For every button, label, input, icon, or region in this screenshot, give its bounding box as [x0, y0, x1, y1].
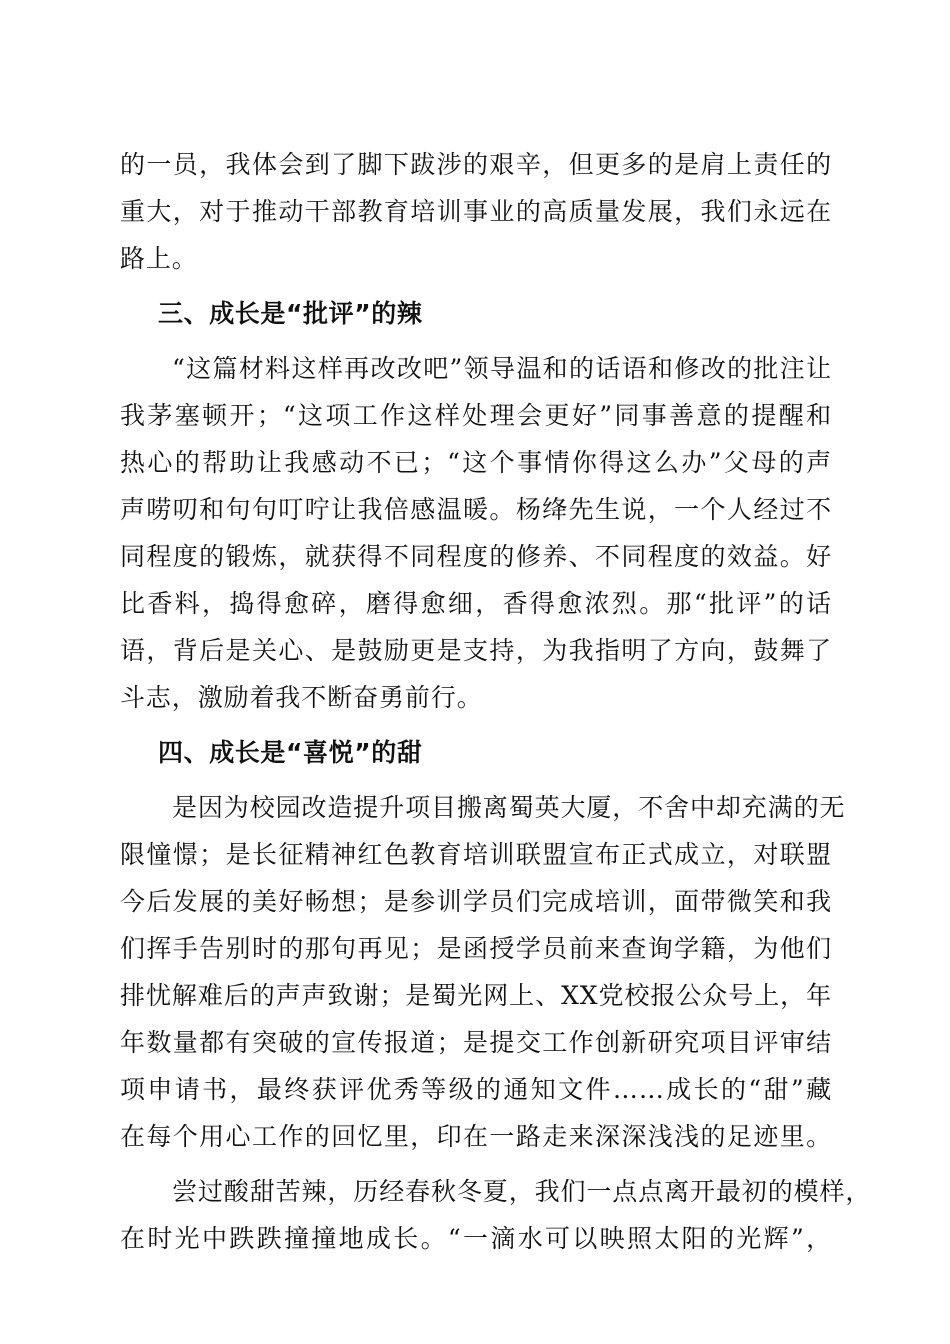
- paragraph-line: 年数量都有突破的宣传报道；是提交工作创新研究项目评审结: [120, 1028, 832, 1057]
- paragraph-line: 排忧解难后的声声致谢；是蜀光网上、XX党校报公众号上，年: [120, 981, 832, 1010]
- paragraph-line: 在每个用心工作的回忆里，印在一路走来深深浅浅的足迹里。: [120, 1122, 832, 1151]
- paragraph-line: 今后发展的美好畅想；是参训学员们完成培训，面带微笑和我: [120, 887, 832, 916]
- section-heading-3: 三、成长是“批评”的辣: [158, 299, 423, 328]
- paragraph-line: 的一员，我体会到了脚下跋涉的艰辛，但更多的是肩上责任的: [120, 150, 832, 179]
- paragraph-line: 我茅塞顿开；“这项工作这样处理会更好”同事善意的提醒和: [120, 401, 832, 430]
- paragraph-line: 重大，对于推动干部教育培训事业的高质量发展，我们永远在: [120, 197, 832, 226]
- document-body: [120, 141, 872, 1262]
- paragraph-line: 热心的帮助让我感动不已；“这个事情你得这么办”父母的声: [120, 448, 832, 477]
- paragraph-line: 声唠叨和句句叮咛让我倍感温暖。杨绛先生说，一个人经过不: [120, 495, 832, 524]
- paragraph-line: 限憧憬；是长征精神红色教育培训联盟宣布正式成立，对联盟: [120, 840, 832, 869]
- section-heading-4: 四、成长是“喜悦”的甜: [158, 738, 423, 767]
- paragraph-line: 尝过酸甜苦辣，历经春秋冬夏，我们一点点离开最初的模样，: [172, 1177, 872, 1206]
- paragraph-line: “这篇材料这样再改改吧”领导温和的话语和修改的批注让: [172, 354, 832, 383]
- paragraph-line: 是因为校园改造提升项目搬离蜀英大厦，不舍中却充满的无: [172, 793, 846, 822]
- paragraph-line: 们挥手告别时的那句再见；是函授学员前来查询学籍，为他们: [120, 934, 832, 963]
- paragraph-line: 比香料，捣得愈碎，磨得愈细，香得愈浓烈。那“批评”的话: [120, 589, 832, 618]
- paragraph-line: 语，背后是关心、是鼓励更是支持，为我指明了方向，鼓舞了: [120, 636, 832, 665]
- paragraph-line: 路上。: [120, 244, 198, 273]
- paragraph-line: 斗志，激励着我不断奋勇前行。: [120, 683, 483, 712]
- paragraph-line: 在时光中跌跌撞撞地成长。“一滴水可以映照太阳的光辉”，: [120, 1224, 832, 1253]
- paragraph-line: 项申请书，最终获评优秀等级的通知文件……成长的“甜”藏: [120, 1075, 832, 1104]
- paragraph-line: 同程度的锻炼，就获得不同程度的修养、不同程度的效益。好: [120, 542, 832, 571]
